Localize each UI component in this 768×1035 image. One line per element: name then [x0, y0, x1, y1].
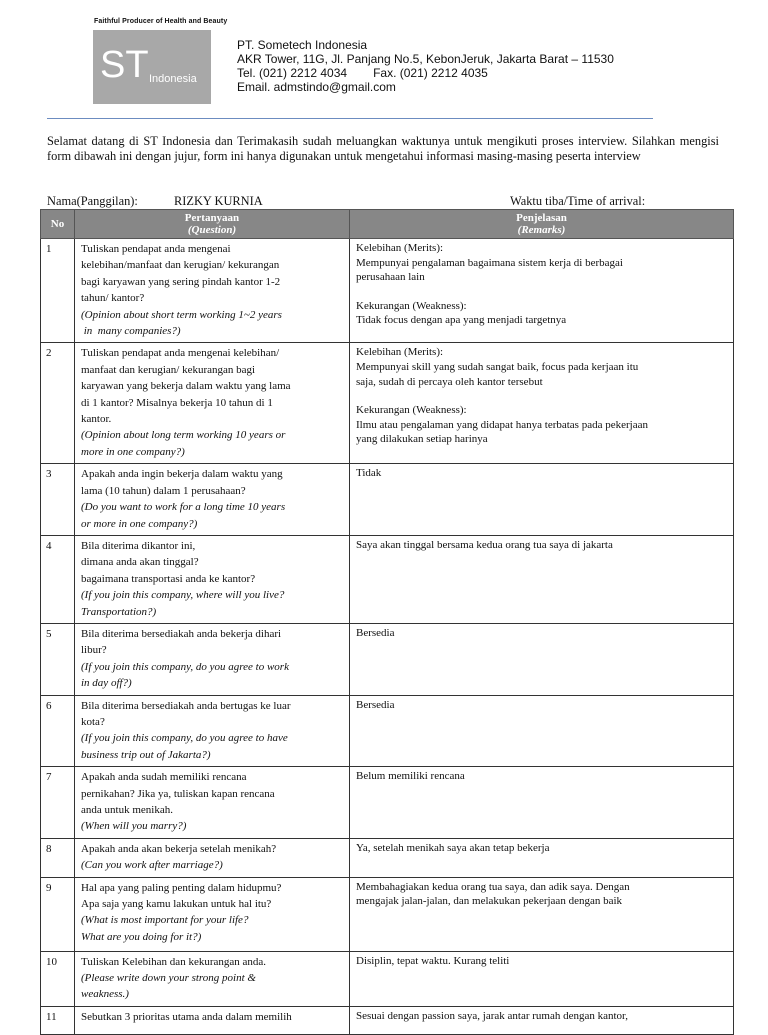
intro-paragraph: Selamat datang di ST Indonesia dan Terimakasih sudah meluangkan waktunya untuk mengikuti proses interview. Silahkan mengisi form dibawah ini dengan jujur, form ini hanya digunakan untuk mengetahui informasi masing-masing peserta interview [47, 134, 719, 164]
interview-table [40, 209, 734, 1035]
question-text-id: Tuliskan pendapat anda mengenai kelebihan/ manfaat dan kerugian/ kekurangan bagi karyawan yang bekerja dalam waktu yang lama di 1 kantor? Misalnya bekerja 10 tahun di 1 kantor. [81, 347, 291, 426]
remarks-answer: Disiplin, tepat waktu. Kurang teliti [356, 954, 510, 967]
question-text-id: Apakah anda akan bekerja setelah menikah? [81, 842, 277, 855]
col-header-remarks-en: (Remarks) [517, 224, 566, 236]
row-number: 7 [41, 767, 75, 839]
question-text-id: Sebutkan 3 prioritas utama anda dalam memilih [81, 1010, 292, 1023]
arrival-label: Waktu tiba/Time of arrival: [510, 194, 646, 208]
question-cell [75, 838, 350, 877]
st-indonesia-logo [93, 30, 211, 104]
remarks-answer: Membahagiakan kedua orang tua saya, dan adik saya. Dengan mengajak jalan-jalan, dan melakukan pekerjaan dengan baik [356, 880, 630, 908]
table-row [41, 951, 734, 1006]
remarks-cell[interactable] [350, 464, 734, 536]
row-number: 11 [41, 1006, 75, 1034]
question-cell [75, 343, 350, 464]
col-header-question-id: Pertanyaan [184, 212, 240, 224]
company-address: AKR Tower, 11G, Jl. Panjang No.5, KebonJeruk, Jakarta Barat – 11530 [237, 52, 614, 66]
remarks-cell[interactable] [350, 239, 734, 343]
question-text-id: Tuliskan Kelebihan dan kekurangan anda. [81, 955, 267, 968]
table-row [41, 767, 734, 839]
row-number: 10 [41, 951, 75, 1006]
question-cell [75, 623, 350, 695]
remarks-cell[interactable] [350, 623, 734, 695]
table-row [41, 838, 734, 877]
name-label: Nama(Panggilan): [47, 194, 138, 208]
table-row [41, 535, 734, 623]
table-row [41, 464, 734, 536]
col-header-question [75, 210, 350, 239]
row-number: 3 [41, 464, 75, 536]
question-text-id: Bila diterima dikantor ini, dimana anda akan tinggal? bagaimana transportasi anda ke kantor? [81, 539, 256, 585]
company-name: PT. Sometech Indonesia [237, 38, 368, 52]
remarks-answer: Bersedia [356, 698, 395, 711]
question-text-en: (Opinion about long term working 10 years or more in one company?) [81, 429, 286, 458]
remarks-spacer [356, 389, 728, 403]
row-number: 6 [41, 695, 75, 767]
question-text-id: Apakah anda sudah memiliki rencana pernikahan? Jika ya, tuliskan kapan rencana anda untuk menikah. [81, 771, 275, 816]
row-number: 9 [41, 877, 75, 951]
question-text-id: Hal apa yang paling penting dalam hidupmu? Apa saja yang kamu lakukan untuk hal itu? [81, 881, 282, 911]
question-cell [75, 695, 350, 767]
table-row [41, 239, 734, 343]
question-text-id: Tuliskan pendapat anda mengenai kelebihan/manfaat dan kerugian/ kekurangan bagi karyawan yang sering pindah kantor 1-2 tahun/ kantor? [81, 243, 281, 305]
remarks-cell[interactable] [350, 877, 734, 951]
question-cell [75, 239, 350, 343]
company-tagline: Faithful Producer of Health and Beauty [94, 18, 228, 25]
company-phone: Tel. (021) 2212 4034 [237, 66, 348, 80]
col-header-question-en: (Question) [187, 224, 237, 236]
row-number: 1 [41, 239, 75, 343]
table-row [41, 343, 734, 464]
question-text-id: Bila diterima bersediakah anda bertugas ke luar kota? [81, 699, 291, 728]
table-header-row [41, 210, 734, 239]
question-text-en: (Opinion about short term working 1~2 years in many companies?) [81, 308, 282, 338]
remarks-answer-weakness: Kekurangan (Weakness): Ilmu atau pengalaman yang didapat hanya terbatas pada pekerjaan yang dilakukan setiap harinya [356, 404, 648, 446]
name-value[interactable]: RIZKY KURNIA [174, 194, 263, 208]
table-row [41, 877, 734, 951]
logo-sub-text: Indonesia [149, 73, 197, 85]
header-divider [47, 118, 653, 119]
question-cell [75, 951, 350, 1006]
table-row [41, 1006, 734, 1034]
remarks-answer-weakness: Kekurangan (Weakness): Tidak focus dengan apa yang menjadi targetnya [356, 299, 567, 327]
remarks-answer: Kelebihan (Merits): Mempunyai skill yang sudah sangat baik, focus pada kerjaan itu saja, sudah di percaya oleh kantor tersebut [356, 346, 639, 388]
question-text-en: (When will you marry?) [81, 820, 187, 833]
remarks-cell[interactable] [350, 535, 734, 623]
question-text-en: (What is most important for your life? What are you doing for it?) [81, 914, 249, 943]
remarks-answer: Sesuai dengan passion saya, jarak antar rumah dengan kantor, [356, 1009, 629, 1022]
table-row [41, 623, 734, 695]
company-phone-fax [237, 66, 614, 80]
table-row [41, 695, 734, 767]
question-text-en: (Do you want to work for a long time 10 years or more in one company?) [81, 501, 286, 530]
row-number: 2 [41, 343, 75, 464]
company-fax: Fax. (021) 2212 4035 [373, 66, 488, 80]
remarks-cell[interactable] [350, 767, 734, 839]
remarks-cell[interactable] [350, 838, 734, 877]
remarks-cell[interactable] [350, 343, 734, 464]
remarks-cell[interactable] [350, 951, 734, 1006]
row-number: 4 [41, 535, 75, 623]
remarks-answer: Bersedia [356, 626, 395, 639]
remarks-answer: Belum memiliki rencana [356, 770, 465, 783]
remarks-answer: Kelebihan (Merits): Mempunyai pengalaman bagaimana sistem kerja di berbagai perusahaan lain [356, 242, 623, 284]
question-cell [75, 535, 350, 623]
remarks-spacer [356, 285, 728, 299]
question-cell [75, 464, 350, 536]
remarks-cell[interactable] [350, 695, 734, 767]
remarks-answer: Saya akan tinggal bersama kedua orang tua saya di jakarta [356, 538, 613, 551]
question-cell [75, 877, 350, 951]
question-text-id: Apakah anda ingin bekerja dalam waktu yang lama (10 tahun) dalam 1 perusahaan? [81, 468, 283, 497]
remarks-answer: Tidak [356, 467, 382, 480]
row-number: 8 [41, 838, 75, 877]
row-number: 5 [41, 623, 75, 695]
question-text-en: (If you join this company, do you agree to work in day off?) [81, 660, 289, 690]
col-header-remarks-id: Penjelasan [516, 212, 567, 224]
question-text-en: (If you join this company, do you agree to have business trip out of Jakarta?) [81, 732, 288, 761]
company-info [237, 38, 614, 94]
question-text-en: (Can you work after marriage?) [81, 859, 223, 872]
remarks-answer: Ya, setelah menikah saya akan tetap bekerja [356, 841, 550, 854]
question-text-id: Bila diterima bersediakah anda bekerja dihari libur? [81, 627, 282, 657]
question-cell [75, 1006, 350, 1034]
col-header-remarks [350, 210, 734, 239]
question-text-en: (Please write down your strong point & weakness.) [81, 972, 256, 1001]
question-cell [75, 767, 350, 839]
col-header-no: No [41, 210, 75, 239]
remarks-cell[interactable] [350, 1006, 734, 1034]
company-email: Email. admstindo@gmail.com [237, 80, 396, 94]
question-text-en: (If you join this company, where will you live? Transportation?) [81, 589, 285, 618]
logo-main-text: ST [100, 44, 149, 86]
